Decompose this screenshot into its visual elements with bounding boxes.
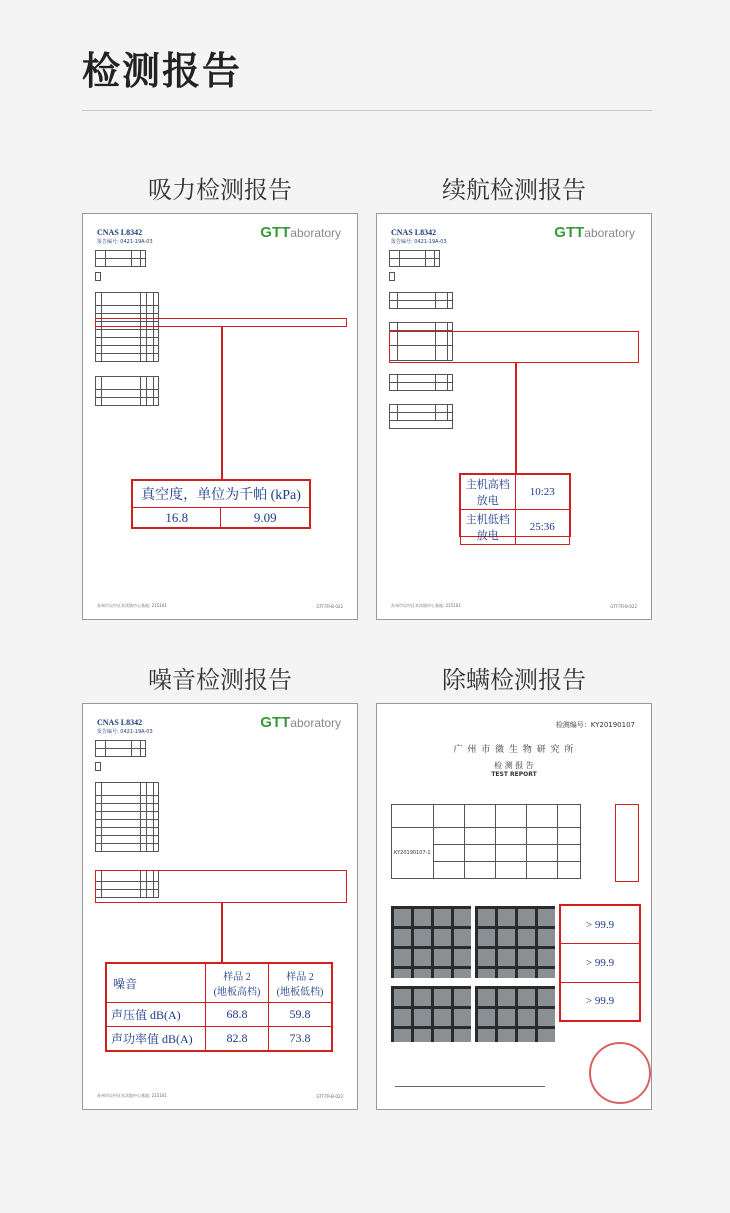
gtt-logo: GTTaboratory — [554, 224, 635, 241]
mite-photo-1 — [391, 906, 471, 978]
connector-line — [221, 903, 223, 963]
vacuum-value-1: 16.8 — [133, 508, 221, 528]
footer-note: 苏州市吴中区木渎镇中心基地: 215101 — [97, 603, 167, 608]
sound-pressure-label: 声压值 dB(A) — [107, 1003, 206, 1027]
report-table-header — [95, 250, 146, 267]
sample-id: KY20190107-1 — [392, 828, 434, 879]
air-data-table — [95, 292, 159, 362]
page-title: 检测报告 — [82, 49, 243, 93]
sound-pressure-high: 68.8 — [206, 1003, 269, 1027]
cnas-label: CNAS L8342 — [97, 718, 143, 727]
kill-rate-2: > 99.9 — [561, 944, 640, 982]
mite-photo-4 — [475, 986, 555, 1042]
kill-rate-callout — [559, 904, 641, 1022]
sound-power-high: 82.8 — [206, 1027, 269, 1051]
low-discharge-label: 主机低档放电 — [461, 510, 516, 545]
kill-rate-3: > 99.9 — [561, 982, 640, 1020]
noise-col-high: 样品 2 (地板高档) — [206, 964, 269, 1003]
vacuum-callout — [131, 479, 311, 529]
charge-table — [389, 292, 453, 309]
mite-report-number: 检测编号：KY20190107 — [555, 721, 635, 729]
suction-report-document — [82, 213, 358, 620]
footer-page: GTT-TR-B-022 — [316, 1094, 343, 1099]
gtt-logo: GTTaboratory — [260, 224, 341, 241]
footer-page: GTT-TR-B-022 — [316, 604, 343, 609]
vacuum-callout-header: 真空度，单位为千帕 (kPa) — [133, 481, 310, 508]
report-number: 报告编号: 0421-19A-03 — [97, 239, 153, 245]
noise-report-document — [82, 703, 358, 1110]
mite-photo-3 — [391, 986, 471, 1042]
high-discharge-value: 10:23 — [515, 475, 570, 510]
sound-pressure-low: 59.8 — [269, 1003, 332, 1027]
test-report-en: TEST REPORT — [491, 771, 537, 778]
noise-header: 噪音 — [107, 964, 206, 1003]
brightness-table — [389, 374, 453, 391]
official-seal — [589, 1042, 651, 1104]
report-number: 报告编号: 0421-19A-03 — [391, 239, 447, 245]
noise-col-low: 样品 2 (地板低档) — [269, 964, 332, 1003]
institute-name: 广 州 市 微 生 物 研 究 所 — [453, 745, 575, 755]
kill-rate-1: > 99.9 — [561, 906, 640, 944]
highlight-noise-rows — [95, 870, 347, 903]
connector-line — [515, 363, 517, 474]
noise-callout — [105, 962, 333, 1052]
signature-line — [395, 1070, 545, 1087]
air-data-table — [95, 782, 159, 852]
highlight-discharge-rows — [389, 331, 639, 363]
footer-note: 苏州市吴中区木渎镇中心基地: 215101 — [97, 1093, 167, 1098]
high-discharge-label: 主机高档放电 — [461, 475, 516, 510]
footer-note: 苏州市吴中区木渎镇中心基地: 215101 — [391, 603, 461, 608]
report-table-header — [95, 740, 146, 757]
suction-report-title: 吸力检测报告 — [148, 176, 292, 204]
mite-report-title: 除螨检测报告 — [442, 666, 586, 694]
connector-line — [221, 327, 223, 480]
footer-page: GTT-TR-B-022 — [610, 604, 637, 609]
test-report-cn: 检 测 报 告 — [494, 761, 534, 770]
mite-result-table — [391, 804, 581, 879]
cnas-label: CNAS L8342 — [391, 228, 437, 237]
noise-data-table — [95, 376, 159, 406]
highlight-kill-rate-col — [615, 804, 639, 882]
report-table-header — [389, 250, 440, 267]
sound-power-label: 声功率值 dB(A) — [107, 1027, 206, 1051]
title-divider — [82, 110, 652, 111]
vacuum-value-2: 9.09 — [221, 508, 310, 528]
low-discharge-value: 25:36 — [515, 510, 570, 545]
battery-report-title: 续航检测报告 — [442, 176, 586, 204]
noise-report-title: 噪音检测报告 — [148, 666, 292, 694]
test-condition-row — [389, 272, 395, 281]
sound-power-low: 73.8 — [269, 1027, 332, 1051]
mite-report-document — [376, 703, 652, 1110]
report-number: 报告编号: 0421-19A-03 — [97, 729, 153, 735]
mite-photo-2 — [475, 906, 555, 978]
gtt-logo: GTTaboratory — [260, 714, 341, 731]
test-condition-row — [95, 762, 101, 771]
test-condition-row — [95, 272, 101, 281]
cnas-label: CNAS L8342 — [97, 228, 143, 237]
battery-report-document — [376, 213, 652, 620]
standby-table — [389, 404, 453, 429]
discharge-callout — [459, 473, 571, 542]
highlight-vacuum-row — [95, 318, 347, 327]
